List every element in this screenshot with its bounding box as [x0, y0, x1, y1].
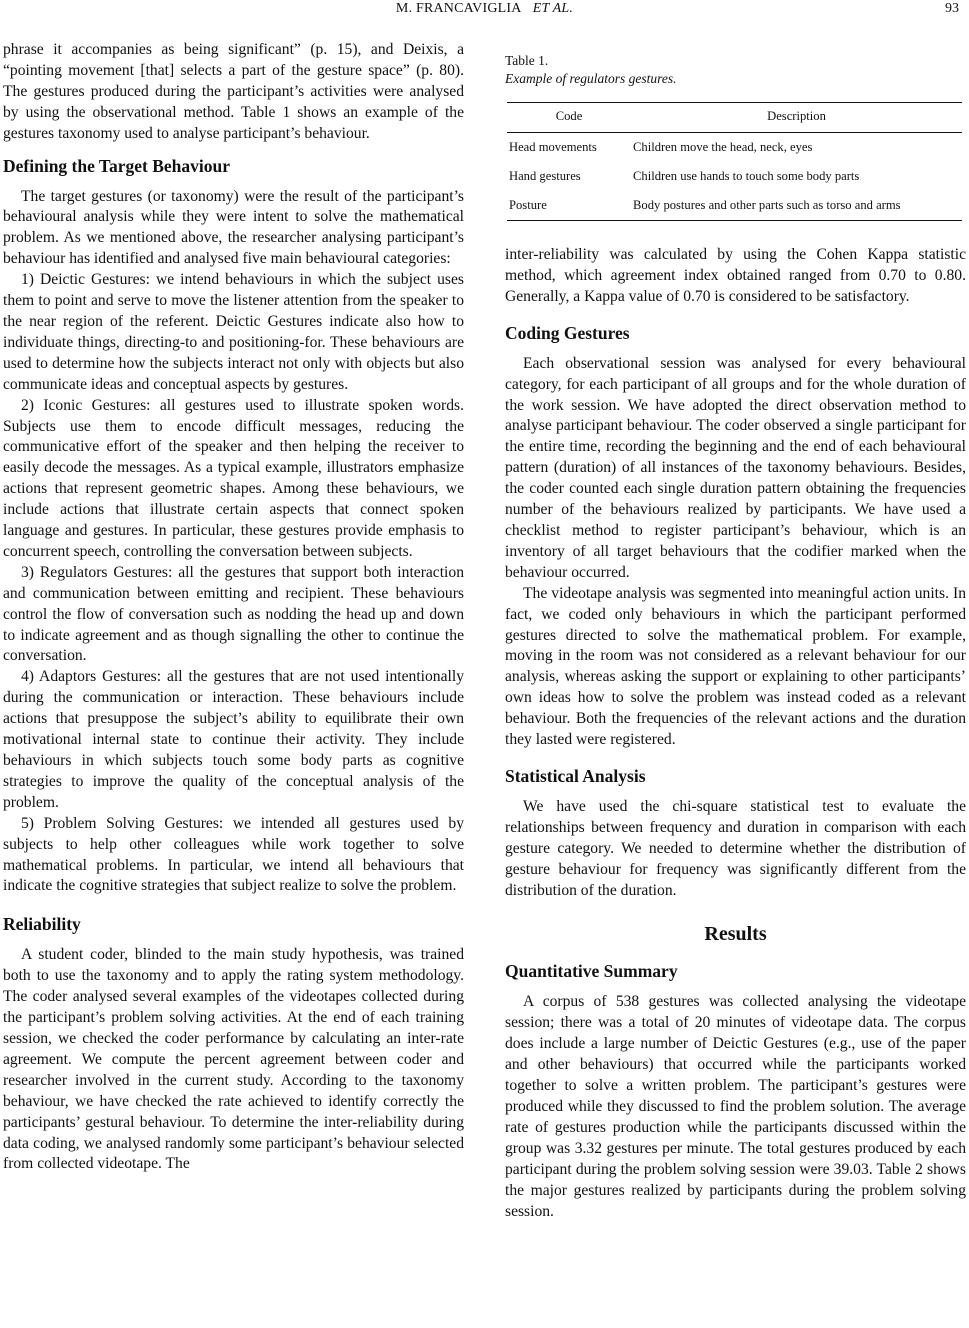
paragraph: phrase it accompanies as being significant” (p. 15), and Deixis, a “pointing movement [that] selects a part of the gesture space” (p. 80). The gestures produced during the participant’s activities were analysed by using the observational method. Table 1 shows an example of the gestures taxonomy used to analyse participant’s behaviour. [3, 41, 464, 142]
header-author: M. FRANCAVIGLIA [395, 1, 522, 16]
header-etal: ET AL. [532, 1, 574, 16]
table-1 [505, 52, 966, 221]
paragraph: inter-reliability was calculated by using the Cohen Kappa statistic method, which agreement index obtained ranged from 0.70 to 0.80. Generally, a Kappa value of 0.70 is considered to be satisfactory. [505, 246, 966, 305]
column-header-code: Code [507, 103, 631, 133]
section-heading-coding-gestures: Coding Gestures [505, 322, 630, 343]
table-number: Table 1. [505, 53, 549, 68]
cell-code: Head movements [509, 140, 597, 154]
section-heading-statistical-analysis: Statistical Analysis [505, 765, 646, 786]
cell-description: Children move the head, neck, eyes [633, 140, 813, 154]
paragraph-deictic: 1) Deictic Gestures: we intend behaviours in which the subject uses them to point and serve to move the listener attention from the speaker to the near region of the referent. Deictic Gestures indicate also how to individuate things, directing-to and positioning-for. These behaviours are used to determine how the subjects interact not only with objects but also communicate ideas and conceptual aspects by gestures. [3, 271, 464, 393]
paragraph: A corpus of 538 gestures was collected analysing the videotape session; there was a total of 20 minutes of videotape data. The corpus does include a large number of Deictic Gestures (e.g., use of the paper and other behaviours) that occurred while the participants worked together to solve a written problem. The participant’s gestures were produced while they discussed to find the problem solution. The average rate of gestures production while the participants discussed within the group was 3.32 gestures per minute. The total gestures produced by each participant during the problem solving session were 39.03. Table 2 shows the major gestures realized by participants during the problem solving session. [505, 993, 966, 1220]
paragraph: Each observational session was analysed for every behavioural category, for each participant of all groups and for the whole duration of the work session. We have adopted the direct observation method to analyse participant behaviour. The coder observed a single participant for the entire time, recording the beginning and the end of each behavioural pattern (duration) of all instances of the taxonomy behaviours. Besides, the coder counted each single duration pattern obtaining the frequencies number of the behaviours realized by participants. We have used a checklist method to register participant’s behaviour, which is an inventory of all target behaviours that the codifier marked when the behaviour occurred. [505, 354, 966, 581]
table-row [507, 191, 962, 221]
section-heading-target-behaviour: Defining the Target Behaviour [3, 155, 231, 176]
left-column [3, 40, 464, 1175]
paragraph-iconic: 2) Iconic Gestures: all gestures used to illustrate spoken words. Subjects use them to encode difficult messages, reducing the communicative effort of the speaker and then helping the receiver to easily decode the messages. As a typical example, illustrators emphasize actions that represent geometric shapes. Among these behaviours, we include actions that illustrate certain aspects that connect spoken language and gestures. In particular, these gestures provide emphasis to concurrent speech, controlling the conversation between subjects. [3, 396, 464, 560]
paragraph: The videotape analysis was segmented into meaningful action units. In fact, we coded only behaviours in which the participant performed gestures directed to solve the mathematical problem. For example, moving in the room was not considered as a relevant behaviour for our analysis, whereas asking the support or explaining to other participants’ own ideas how to solve the problem was instead coded as a relevant behaviour. Both the frequencies of the relevant actions and the duration they lasted were registered. [505, 584, 966, 749]
paragraph-regulators: 3) Regulators Gestures: all the gestures that support both interaction and communication between emitting and recipient. These behaviours control the flow of conversation such as nodding the head up and down to indicate agreement and as though signalling the other to continue the conversation. [3, 563, 464, 665]
cell-code: Hand gestures [509, 169, 581, 183]
regulators-table [507, 102, 962, 221]
table-caption: Example of regulators gestures. [505, 71, 677, 86]
table-row [507, 162, 962, 191]
table-row [507, 133, 962, 163]
running-title [0, 1, 969, 17]
running-header [0, 0, 969, 24]
page-number: 93 [945, 1, 959, 16]
paragraph-problem-solving: 5) Problem Solving Gestures: we intended all gestures used by subjects to help other colleagues while work together to solve mathematical problems. In particular, we intend all behaviours that indicate the cognitive strategies that subject realize to solve the problem. [3, 814, 464, 895]
paragraph: A student coder, blinded to the main study hypothesis, was trained both to use the taxonomy and to apply the rating system methodology. The coder analysed several examples of the videotapes collected during the participant’s problem solving activities. At the end of each training session, we checked the coder performance by calculating an inter-rate agreement. We compute the percent agreement between coder and researcher involved in the current study. According to the taxonomy behaviour, we have checked the rate achieved to identify correctly the participants’ gestural behaviour. To determine the inter-reliability during data coding, we analysed randomly some participant’s behaviour selected from collected videotape. The [3, 946, 464, 1173]
cell-description: Children use hands to touch some body parts [633, 169, 860, 183]
column-header-description: Description [631, 103, 962, 133]
section-heading-reliability: Reliability [3, 914, 81, 935]
paragraph: The target gestures (or taxonomy) were the result of the participant’s behavioural analysis while they were intent to solve the mathematical problem. As we mentioned above, the researcher analysing participant’s behaviour has identified and analysed five main behavioural categories: [3, 187, 464, 268]
cell-description: Body postures and other parts such as torso and arms [631, 191, 962, 221]
cell-code: Posture [507, 191, 631, 221]
section-heading-results: Results [704, 923, 767, 946]
paragraph: We have used the chi-square statistical test to evaluate the relationships between frequency and duration in comparison with each gesture category. We needed to determine whether the distribution of gesture behaviour for frequency was significantly different from the distribution of the duration. [505, 797, 966, 899]
right-column [505, 40, 966, 1222]
section-heading-quantitative-summary: Quantitative Summary [505, 961, 678, 982]
paragraph-adaptors: 4) Adaptors Gestures: all the gestures that are not used intentionally during the communication or interaction. These behaviours include actions that presuppose the subject’s ability to equilibrate their own motivational internal state to continue their activity. They include behaviours in which subjects touch some body parts as cognitive strategies to improve the quality of the conceptual analysis of the problem. [3, 668, 464, 811]
